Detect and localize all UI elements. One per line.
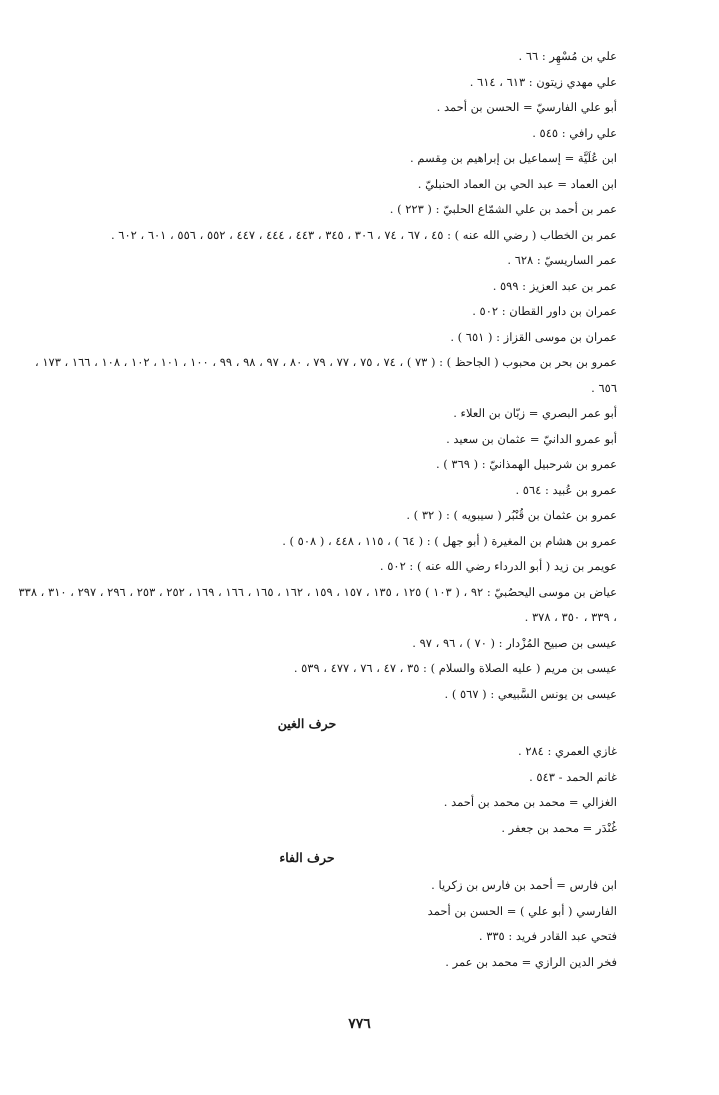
index-entry: عمر بن الخطاب ( رضي الله عنه ) : ٤٥ ، ٦٧ ، ٧٤ ، ٣٠٦ ، ٣٤٥ ، ٤٤٣ ، ٤٤٤ ، ٤٤٧ ، ٥٥٢ ، ٥٥٦ ، ٦٠١ ، ٦٠٢ . [110,227,617,242]
index-entry: عيسى بن مريم ( عليه الصلاة والسلام ) : ٣٥ ، ٤٧ ، ٧٦ ، ٤٧٧ ، ٥٣٩ . [293,661,617,675]
section-heading-fa: حرف الفاء [279,850,335,865]
entries-ayn [17,44,617,707]
index-entry: عويمر بن زيد ( أبو الدرداء رضي الله عنه ) : ٥٠٢ . [379,559,617,573]
index-entry: غانم الحمد - ٥٤٣ . [529,769,617,784]
index-entry: ابن العماد = عبد الحي بن العماد الحنبليّ . [417,176,617,191]
index-entry: عمران بن موسى القزاز : ( ٦٥١ ) . [450,329,617,344]
index-column [17,44,617,975]
index-entry: أبو علي الفارسيّ = الحسن بن أحمد . [436,100,617,114]
index-entry: عمرو بن بحر بن محبوب ( الجاحظ ) : ( ٧٣ ) ، ٧٤ ، ٧٥ ، ٧٧ ، ٧٩ ، ٨٠ ، ٩٧ ، ٩٨ ، ٩٩ ، ١٠٠ ، ١٠١ ، ١٠٢ ، ١٠٨ ، ١٦٦ ، ١٧٣ ، ٦٥٦ . [34,355,617,395]
index-entry: عمر الساريسيّ : ٦٢٨ . [507,253,617,267]
index-entry: علي رافي : ٥٤٥ . [532,125,617,140]
index-entry: عمر بن عبد العزيز : ٥٩٩ . [492,278,617,293]
index-entry: أبو عمر البصري = زبّان بن العلاء . [453,406,617,420]
index-entry: عيسى بن يونس السَّبيعي : ( ٥٦٧ ) . [444,686,617,701]
index-entry: عمران بن داور القطان : ٥٠٢ . [472,304,617,318]
index-entry: فخر الدين الرازي = محمد بن عمر . [445,954,617,969]
page-number: ٧٧٦ [348,1016,371,1032]
index-entry: عمر بن أحمد بن علي الشمّاع الحلبيّ : ( ٢٢٣ ) . [389,202,617,216]
index-entry: عمرو بن عُبيد : ٥٦٤ . [515,482,617,497]
index-entry: ابن عُلَيَّة = إسماعيل بن إبراهيم بن مِقسم . [410,151,617,165]
index-entry: عيسى بن صبيح المُزْدار : ( ٧٠ ) ، ٩٦ ، ٩٧ . [412,635,617,650]
index-entry: فتحي عبد القادر فريد : ٣٣٥ . [478,929,617,943]
index-entry: أبو عمرو الدانيّ = عثمان بن سعيد . [446,431,617,446]
index-entry: عمرو بن عثمان بن قُنْبُر ( سيبويه ) : ( ٣٢ ) . [406,508,617,522]
index-entry: ابن فارس = أحمد بن فارس بن زكريا . [431,878,617,892]
index-entry: علي بن مُسْهِر : ٦٦ . [518,49,617,63]
index-entry: عمرو بن شرحبيل الهمذانيّ : ( ٣٦٩ ) . [435,457,617,471]
index-entry: غُنْدَر = محمد بن جعفر . [501,820,617,835]
index-entry: عمرو بن هشام بن المغيرة ( أبو جهل ) : ( ٦٤ ) ، ١١٥ ، ٤٤٨ ، ( ٥٠٨ ) . [282,533,617,548]
index-entry: غازي العمري : ٢٨٤ . [518,744,617,758]
index-entry: الفارسي ( أبو علي ) = الحسن بن أحمد [427,903,617,918]
index-entry: علي مهدي زيتون : ٦١٣ ، ٦١٤ . [469,74,617,89]
entries-ghain [17,739,617,841]
index-entry: عياض بن موسى اليحصُبيّ : ٩٢ ، ( ١٠٣ ) ١٢٥ ، ١٣٥ ، ١٥٧ ، ١٥٩ ، ١٦٢ ، ١٦٥ ، ١٦٦ ، ١٦٩ ، ٢٥٢ ، ٢٥٣ ، ٢٩٦ ، ٢٩٧ ، ٣١٠ ، ٣٣٨ ، ٣٣٩ ، ٣٥٠ ، ٣٧٨ . [18,584,617,624]
section-heading-ghain: حرف الغين [277,716,337,731]
entries-fa [17,873,617,975]
index-entry: الغزالي = محمد بن محمد بن أحمد . [443,795,617,809]
